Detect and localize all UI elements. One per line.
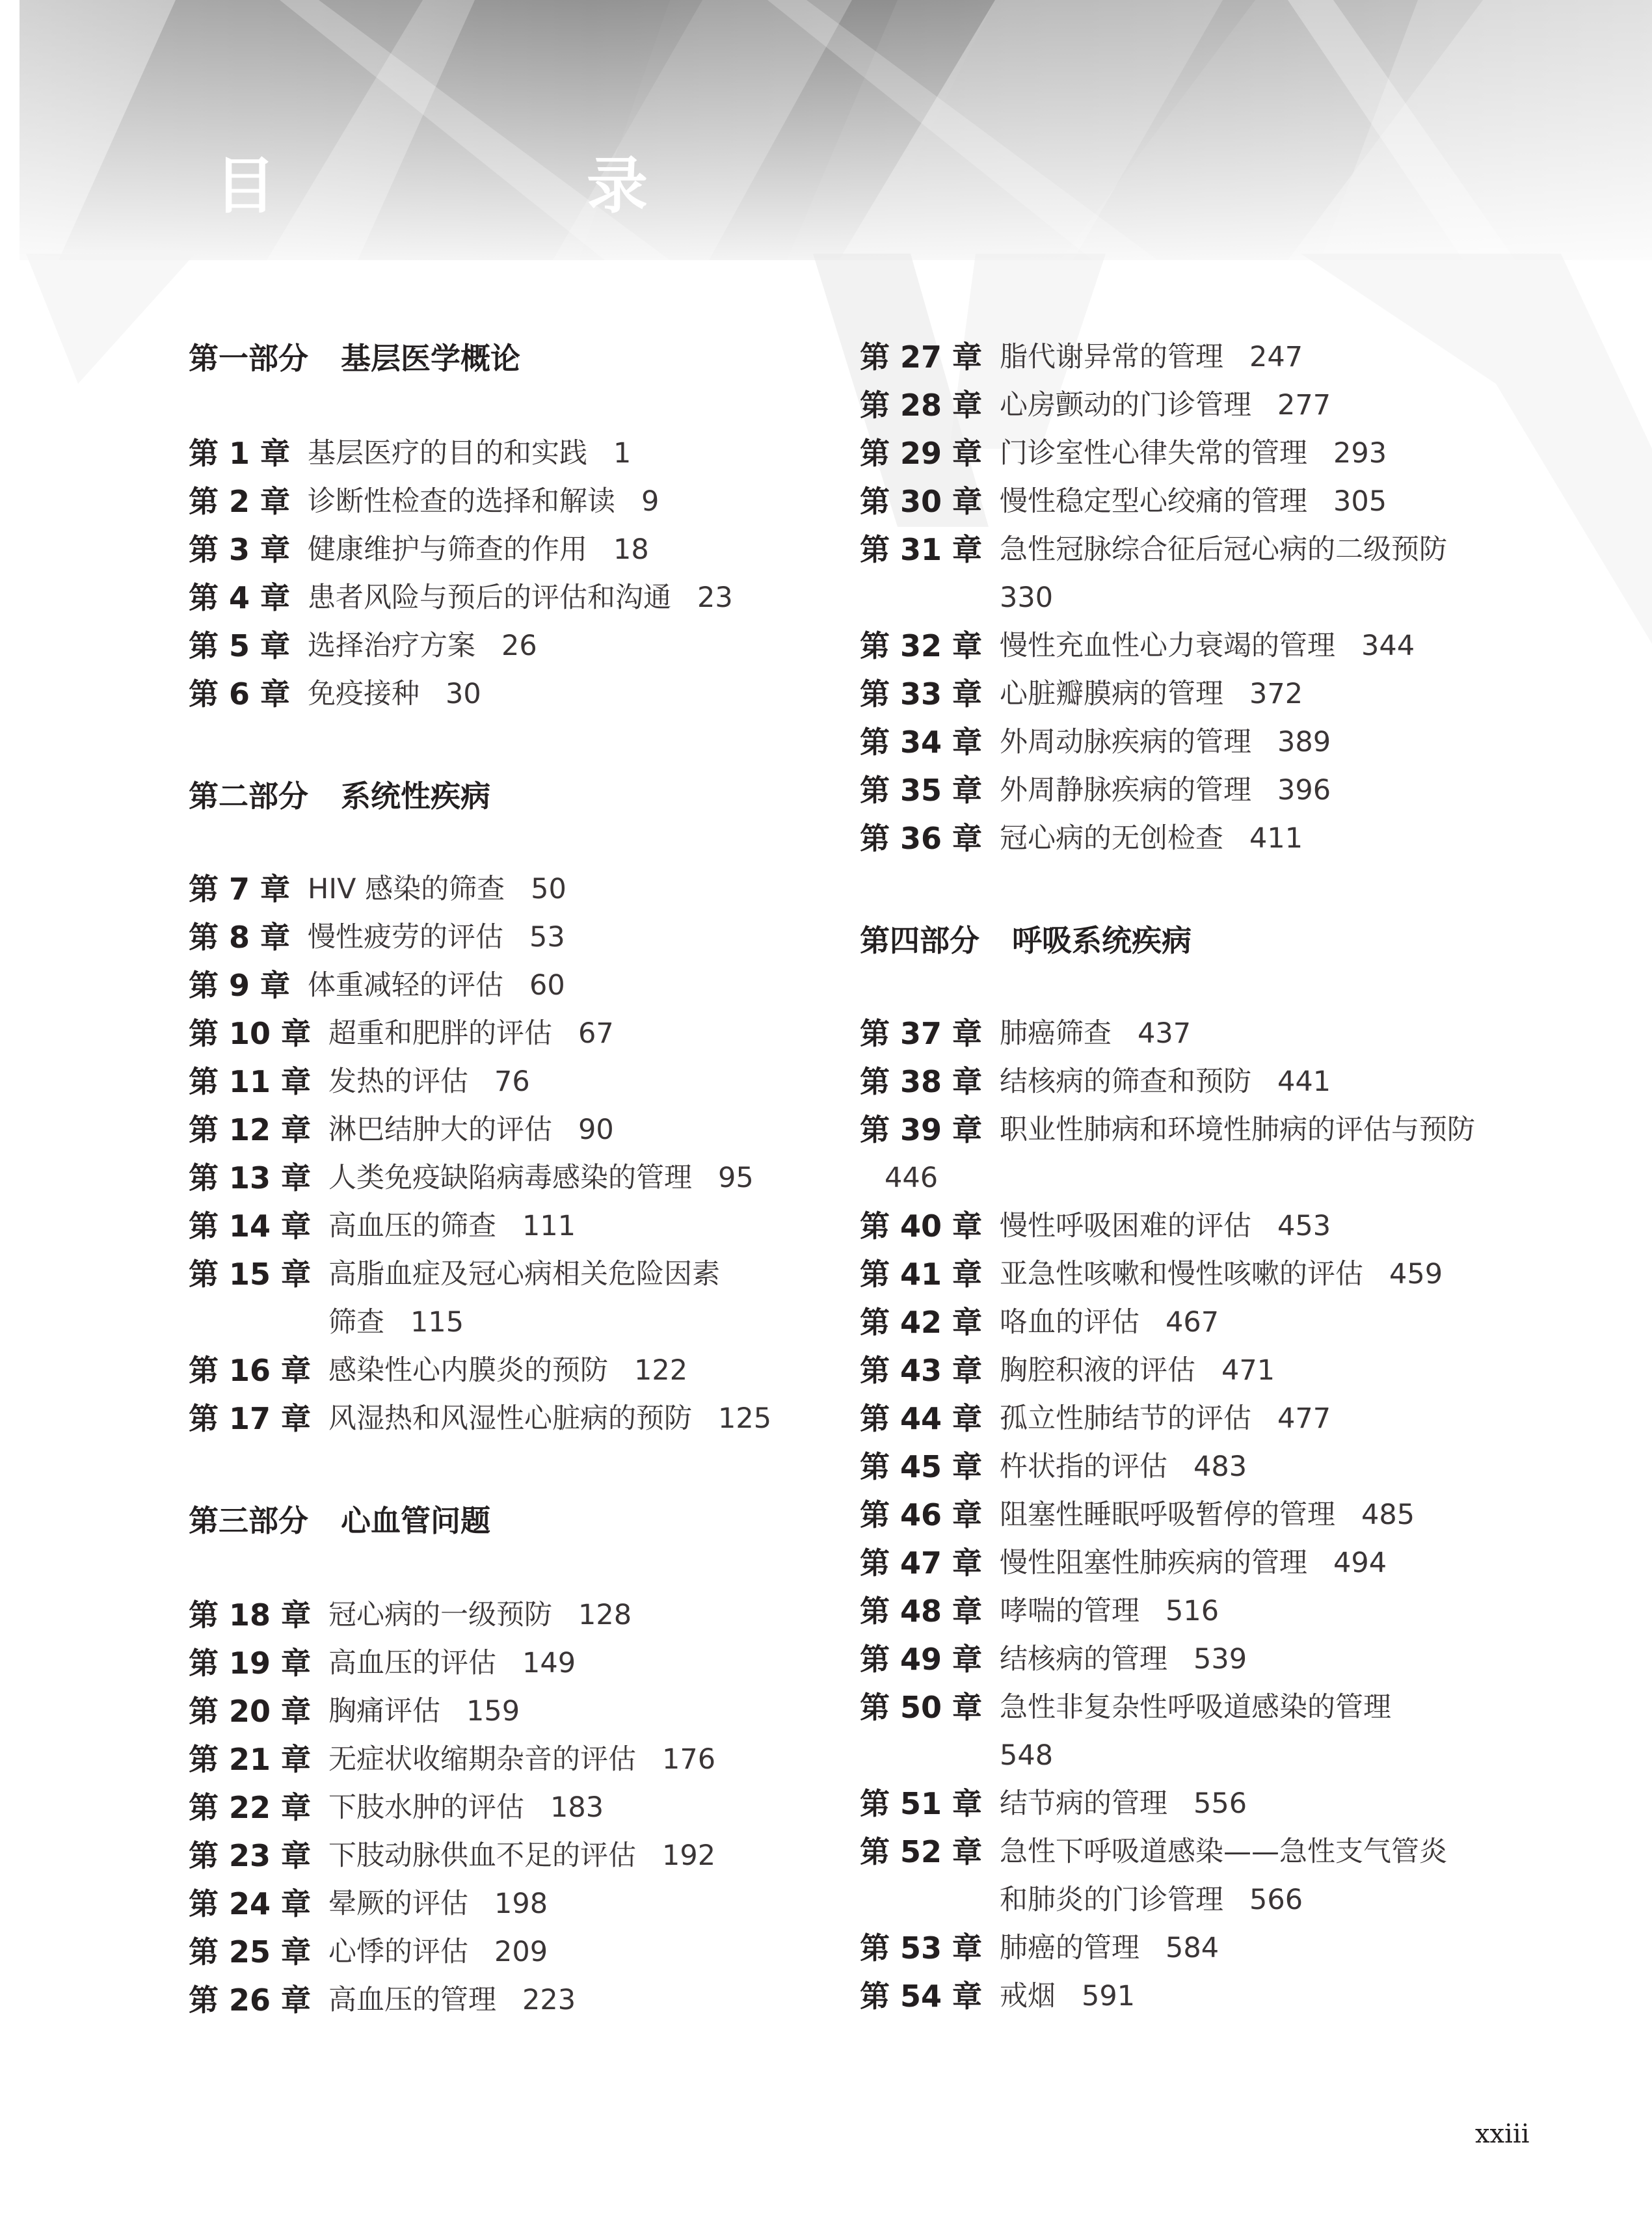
page-ref: 18 <box>613 533 649 566</box>
chapter-label: 第 30 章 <box>860 484 983 519</box>
chapter-label: 第 25 章 <box>189 1934 312 1970</box>
part-heading <box>189 1497 490 1540</box>
chapter-label: 第 5 章 <box>189 628 291 663</box>
chapter-title: 阻塞性睡眠呼吸暂停的管理 <box>1000 1499 1335 1531</box>
chapter-label: 第 27 章 <box>860 340 983 375</box>
page-ref: 293 <box>1333 437 1387 470</box>
page-ref: 159 <box>466 1695 520 1728</box>
page-ref: 50 <box>531 873 566 905</box>
chapter-title: 发热的评估 <box>328 1065 468 1098</box>
page-ref: 471 <box>1221 1354 1275 1387</box>
page-ref: 344 <box>1361 630 1415 662</box>
chapter-label: 第 35 章 <box>860 773 983 808</box>
chapter-label: 第 34 章 <box>860 725 983 760</box>
page-ref: 90 <box>578 1114 614 1146</box>
part-heading <box>189 335 520 378</box>
page-ref: 330 <box>1000 581 1054 614</box>
chapter-title: 哮喘的管理 <box>1000 1595 1139 1627</box>
chapter-title: 咯血的评估 <box>1000 1306 1139 1339</box>
page-ref: 209 <box>494 1936 548 1968</box>
chapter-title: 人类免疫缺陷病毒感染的管理 <box>328 1162 692 1194</box>
chapter-label: 第 13 章 <box>189 1160 312 1196</box>
chapter-title: 急性非复杂性呼吸道感染的管理 <box>1000 1691 1391 1724</box>
page-ref: 372 <box>1249 678 1303 710</box>
page-ref: 485 <box>1361 1499 1415 1531</box>
chapter-title: 冠心病的一级预防 <box>328 1599 552 1631</box>
page-ref: 483 <box>1193 1450 1247 1483</box>
chapter-label: 第 18 章 <box>189 1597 312 1633</box>
chapter-title: 慢性呼吸困难的评估 <box>1000 1210 1251 1242</box>
chapter-title: 慢性稳定型心绞痛的管理 <box>1000 485 1307 518</box>
chapter-title: 免疫接种 <box>308 678 420 710</box>
page-ref: 556 <box>1193 1787 1247 1820</box>
chapter-title: 职业性肺病和环境性肺病的评估与预防 <box>1000 1114 1475 1146</box>
chapter-title: 下肢水肿的评估 <box>328 1791 524 1824</box>
page-ref: 95 <box>718 1162 754 1194</box>
chapter-title: 高血压的评估 <box>328 1647 496 1679</box>
chapter-label: 第 16 章 <box>189 1353 312 1388</box>
chapter-label: 第 8 章 <box>189 920 291 955</box>
chapter-title: 超重和肥胖的评估 <box>328 1017 552 1050</box>
chapter-label: 第 17 章 <box>189 1401 312 1436</box>
chapter-label: 第 22 章 <box>189 1790 312 1825</box>
chapter-label: 第 28 章 <box>860 388 983 423</box>
chapter-title: 下肢动脉供血不足的评估 <box>328 1839 636 1872</box>
chapter-title-continuation: 筛查 <box>328 1306 384 1339</box>
chapter-title: 结节病的管理 <box>1000 1787 1167 1820</box>
chapter-label: 第 39 章 <box>860 1112 983 1147</box>
chapter-title: 杵状指的评估 <box>1000 1450 1167 1483</box>
chapter-title: 孤立性肺结节的评估 <box>1000 1402 1251 1435</box>
chapter-label: 第 21 章 <box>189 1742 312 1777</box>
chapter-label: 第 10 章 <box>189 1016 312 1051</box>
chapter-label: 第 26 章 <box>189 1983 312 2018</box>
chapter-label: 第 14 章 <box>189 1209 312 1244</box>
chapter-title-continuation: 和肺炎的门诊管理 <box>1000 1884 1223 1916</box>
page-ref: 396 <box>1277 774 1331 807</box>
page-ref: 494 <box>1333 1547 1387 1579</box>
page-ref: 305 <box>1333 485 1387 518</box>
toc-entry-continuation[interactable] <box>1000 574 1053 622</box>
chapter-title: 高血压的筛查 <box>328 1210 496 1242</box>
chapter-title: 肺癌的管理 <box>1000 1932 1139 1964</box>
chapter-title: 慢性充血性心力衰竭的管理 <box>1000 630 1335 662</box>
page-ref: 477 <box>1277 1402 1331 1435</box>
chapter-label: 第 19 章 <box>189 1646 312 1681</box>
page-ref: 566 <box>1249 1884 1303 1916</box>
page-ref: 176 <box>662 1743 716 1776</box>
chapter-label: 第 48 章 <box>860 1594 983 1629</box>
toc-entry-continuation[interactable] <box>328 1298 464 1346</box>
chapter-label: 第 47 章 <box>860 1545 983 1581</box>
page-ref: 223 <box>522 1984 576 2016</box>
chapter-title: 肺癌筛查 <box>1000 1017 1112 1050</box>
page-number: xxiii <box>1475 2119 1530 2149</box>
part-name: 基层医学概论 <box>341 341 520 376</box>
chapter-label: 第 52 章 <box>860 1834 983 1869</box>
chapter-label: 第 43 章 <box>860 1353 983 1388</box>
page-ref: 437 <box>1138 1017 1192 1050</box>
page-ref: 591 <box>1082 1980 1136 2012</box>
page-ref: 277 <box>1277 389 1331 421</box>
chapter-label: 第 29 章 <box>860 436 983 471</box>
part-heading <box>189 773 490 816</box>
chapter-title: 体重减轻的评估 <box>308 969 503 1002</box>
chapter-title: 选择治疗方案 <box>308 630 475 662</box>
chapter-title: 门诊室性心律失常的管理 <box>1000 437 1307 470</box>
page-ref: 459 <box>1389 1258 1443 1290</box>
page-ref: 446 <box>885 1162 939 1194</box>
chapter-label: 第 50 章 <box>860 1690 983 1725</box>
page-title: 目 录 <box>215 151 773 222</box>
chapter-label: 第 54 章 <box>860 1979 983 2014</box>
page-ref: 76 <box>494 1065 530 1098</box>
chapter-title: HIV 感染的筛查 <box>308 873 505 905</box>
chapter-title: 慢性阻塞性肺疾病的管理 <box>1000 1547 1307 1579</box>
chapter-title: 风湿热和风湿性心脏病的预防 <box>328 1402 692 1435</box>
part-name: 系统性疾病 <box>341 779 490 814</box>
chapter-title: 高脂血症及冠心病相关危险因素 <box>328 1258 720 1290</box>
chapter-title: 心脏瓣膜病的管理 <box>1000 678 1223 710</box>
part-label: 第一部分 <box>189 341 308 376</box>
chapter-label: 第 51 章 <box>860 1786 983 1821</box>
chapter-label: 第 20 章 <box>189 1694 312 1729</box>
chapter-title: 外周动脉疾病的管理 <box>1000 726 1251 758</box>
chapter-label: 第 2 章 <box>189 484 291 519</box>
toc-entry-continuation[interactable] <box>885 1154 938 1202</box>
page-ref: 411 <box>1249 822 1303 855</box>
part-name: 呼吸系统疾病 <box>1012 923 1192 958</box>
page-ref: 192 <box>662 1839 716 1872</box>
chapter-label: 第 9 章 <box>189 968 291 1003</box>
page-ref: 453 <box>1277 1210 1331 1242</box>
chapter-label: 第 44 章 <box>860 1401 983 1436</box>
chapter-title: 晕厥的评估 <box>328 1888 468 1920</box>
page-ref: 584 <box>1166 1932 1219 1964</box>
page-ref: 149 <box>522 1647 576 1679</box>
chapter-title: 无症状收缩期杂音的评估 <box>328 1743 636 1776</box>
chapter-title: 胸痛评估 <box>328 1695 440 1728</box>
page-ref: 183 <box>550 1791 604 1824</box>
chapter-title: 外周静脉疾病的管理 <box>1000 774 1251 807</box>
chapter-title: 高血压的管理 <box>328 1984 496 2016</box>
page-ref: 23 <box>697 581 733 614</box>
page-ref: 389 <box>1277 726 1331 758</box>
page-ref: 548 <box>1000 1739 1054 1772</box>
page-ref: 1 <box>613 437 632 470</box>
page-ref: 539 <box>1193 1643 1247 1676</box>
part-label: 第二部分 <box>189 779 308 814</box>
chapter-title: 结核病的筛查和预防 <box>1000 1065 1251 1098</box>
toc-entry-continuation[interactable] <box>1000 1731 1053 1780</box>
chapter-label: 第 40 章 <box>860 1209 983 1244</box>
page-ref: 111 <box>522 1210 576 1242</box>
chapter-title: 感染性心内膜炎的预防 <box>328 1354 608 1387</box>
chapter-label: 第 1 章 <box>189 436 291 471</box>
chapter-label: 第 7 章 <box>189 872 291 907</box>
page-ref: 115 <box>410 1306 464 1339</box>
chapter-title: 冠心病的无创检查 <box>1000 822 1223 855</box>
toc-entry-continuation[interactable] <box>1000 1876 1303 1924</box>
chapter-label: 第 45 章 <box>860 1449 983 1484</box>
chapter-title: 基层医疗的目的和实践 <box>308 437 587 470</box>
chapter-label: 第 15 章 <box>189 1257 312 1292</box>
page-ref: 122 <box>634 1354 688 1387</box>
page-ref: 516 <box>1166 1595 1219 1627</box>
page-ref: 53 <box>529 921 565 954</box>
part-label: 第四部分 <box>860 923 979 958</box>
chapter-title: 患者风险与预后的评估和沟通 <box>308 581 671 614</box>
chapter-label: 第 23 章 <box>189 1838 312 1873</box>
chapter-title: 胸腔积液的评估 <box>1000 1354 1195 1387</box>
header-banner <box>20 0 1652 260</box>
page-ref: 60 <box>529 969 565 1002</box>
chapter-label: 第 11 章 <box>189 1064 312 1099</box>
chapter-title: 慢性疲劳的评估 <box>308 921 503 954</box>
chapter-label: 第 24 章 <box>189 1886 312 1921</box>
chapter-title: 健康维护与筛查的作用 <box>308 533 587 566</box>
page-ref: 26 <box>501 630 537 662</box>
chapter-label: 第 41 章 <box>860 1257 983 1292</box>
chapter-label: 第 3 章 <box>189 532 291 567</box>
chapter-title: 诊断性检查的选择和解读 <box>308 485 615 518</box>
page-ref: 128 <box>578 1599 632 1631</box>
page-ref: 125 <box>718 1402 772 1435</box>
page-ref: 247 <box>1249 341 1303 373</box>
chapter-label: 第 31 章 <box>860 532 983 567</box>
chapter-title: 结核病的管理 <box>1000 1643 1167 1676</box>
chapter-label: 第 37 章 <box>860 1016 983 1051</box>
chapter-label: 第 32 章 <box>860 628 983 663</box>
chapter-title: 心房颤动的门诊管理 <box>1000 389 1251 421</box>
chapter-title: 脂代谢异常的管理 <box>1000 341 1223 373</box>
page-ref: 441 <box>1277 1065 1331 1098</box>
chapter-title: 心悸的评估 <box>328 1936 468 1968</box>
page-ref: 467 <box>1166 1306 1219 1339</box>
chapter-label: 第 46 章 <box>860 1497 983 1532</box>
part-label: 第三部分 <box>189 1503 308 1538</box>
part-name: 心血管问题 <box>341 1503 490 1538</box>
chapter-label: 第 12 章 <box>189 1112 312 1147</box>
chapter-title: 急性冠脉综合征后冠心病的二级预防 <box>1000 533 1447 566</box>
chapter-label: 第 33 章 <box>860 676 983 712</box>
part-heading <box>860 917 1192 960</box>
page-ref: 198 <box>494 1888 548 1920</box>
chapter-label: 第 36 章 <box>860 821 983 856</box>
chapter-title: 淋巴结肿大的评估 <box>328 1114 552 1146</box>
chapter-label: 第 49 章 <box>860 1642 983 1677</box>
chapter-title: 急性下呼吸道感染——急性支气管炎 <box>1000 1836 1447 1868</box>
page-ref: 67 <box>578 1017 614 1050</box>
chapter-title: 戒烟 <box>1000 1980 1056 2012</box>
chapter-label: 第 4 章 <box>189 580 291 615</box>
page-ref: 9 <box>641 485 659 518</box>
chapter-label: 第 42 章 <box>860 1305 983 1340</box>
page-ref: 30 <box>446 678 481 710</box>
chapter-label: 第 6 章 <box>189 676 291 712</box>
chapter-title: 亚急性咳嗽和慢性咳嗽的评估 <box>1000 1258 1363 1290</box>
chapter-label: 第 38 章 <box>860 1064 983 1099</box>
chapter-label: 第 53 章 <box>860 1930 983 1966</box>
